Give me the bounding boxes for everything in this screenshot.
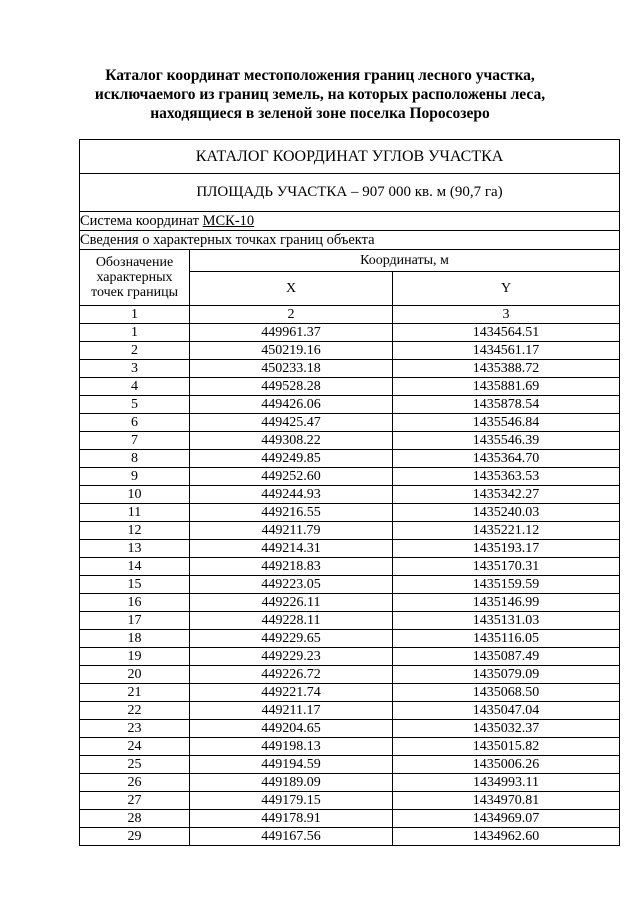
- y-value: 1435364.70: [393, 450, 620, 468]
- table-row: [80, 378, 620, 396]
- coord-system-row: [80, 212, 620, 231]
- x-value: 449218.83: [190, 558, 393, 576]
- document-title: [0, 66, 640, 123]
- x-value: 449229.65: [190, 630, 393, 648]
- point-number: 12: [80, 522, 190, 540]
- title-line: находящиеся в зеленой зоне поселка Поросозеро: [150, 105, 490, 122]
- coord-system-value: МСК-10: [202, 212, 255, 229]
- y-value: 1435878.54: [393, 396, 620, 414]
- x-value: 449178.91: [190, 810, 393, 828]
- y-value: 1435170.31: [393, 558, 620, 576]
- point-number: 2: [80, 342, 190, 360]
- table-row: [80, 468, 620, 486]
- point-number: 15: [80, 576, 190, 594]
- x-value: 449189.09: [190, 774, 393, 792]
- y-value: 1435159.59: [393, 576, 620, 594]
- table-row: [80, 450, 620, 468]
- x-value: 449204.65: [190, 720, 393, 738]
- y-value: 1435342.27: [393, 486, 620, 504]
- y-value: 1435546.84: [393, 414, 620, 432]
- x-value: 449198.13: [190, 738, 393, 756]
- point-number: 25: [80, 756, 190, 774]
- y-value: 1435068.50: [393, 684, 620, 702]
- y-value: 1435881.69: [393, 378, 620, 396]
- table-row: [80, 828, 620, 846]
- table-row: [80, 630, 620, 648]
- y-value: 1435047.04: [393, 702, 620, 720]
- table-title: КАТАЛОГ КООРДИНАТ УГЛОВ УЧАСТКА: [80, 140, 620, 174]
- point-number: 7: [80, 432, 190, 450]
- table-row: [80, 810, 620, 828]
- points-info: Сведения о характерных точках границ объекта: [80, 231, 620, 250]
- table-row: [80, 324, 620, 342]
- area-row: [80, 174, 620, 212]
- y-value: 1435546.39: [393, 432, 620, 450]
- point-number: 11: [80, 504, 190, 522]
- table-row: [80, 666, 620, 684]
- point-number: 17: [80, 612, 190, 630]
- y-value: 1435363.53: [393, 468, 620, 486]
- table-row: [80, 648, 620, 666]
- x-value: 449528.28: [190, 378, 393, 396]
- x-value: 449426.06: [190, 396, 393, 414]
- x-value: 449244.93: [190, 486, 393, 504]
- point-number: 14: [80, 558, 190, 576]
- y-value: 1435131.03: [393, 612, 620, 630]
- y-value: 1435221.12: [393, 522, 620, 540]
- col-coords-header: Координаты, м: [190, 250, 620, 272]
- y-value: 1435116.05: [393, 630, 620, 648]
- x-value: 449194.59: [190, 756, 393, 774]
- point-number: 20: [80, 666, 190, 684]
- x-value: 449211.79: [190, 522, 393, 540]
- x-value: 450219.16: [190, 342, 393, 360]
- col-y-header: Y: [393, 272, 620, 306]
- table-row: [80, 486, 620, 504]
- points-info-row: [80, 231, 620, 250]
- table-row: [80, 522, 620, 540]
- point-number: 5: [80, 396, 190, 414]
- y-value: 1435193.17: [393, 540, 620, 558]
- point-number: 9: [80, 468, 190, 486]
- y-value: 1434962.60: [393, 828, 620, 846]
- y-value: 1435032.37: [393, 720, 620, 738]
- x-value: 450233.18: [190, 360, 393, 378]
- x-value: 449167.56: [190, 828, 393, 846]
- point-number: 29: [80, 828, 190, 846]
- y-value: 1435006.26: [393, 756, 620, 774]
- y-value: 1435015.82: [393, 738, 620, 756]
- point-number: 8: [80, 450, 190, 468]
- x-value: 449214.31: [190, 540, 393, 558]
- point-number: 10: [80, 486, 190, 504]
- table-row: [80, 702, 620, 720]
- table-row: [80, 684, 620, 702]
- y-value: 1435079.09: [393, 666, 620, 684]
- x-value: 449228.11: [190, 612, 393, 630]
- y-value: 1435087.49: [393, 648, 620, 666]
- point-number: 24: [80, 738, 190, 756]
- col-number: 2: [190, 306, 393, 324]
- point-number: 26: [80, 774, 190, 792]
- y-value: 1434564.51: [393, 324, 620, 342]
- point-number: 23: [80, 720, 190, 738]
- table-row: [80, 720, 620, 738]
- x-value: 449252.60: [190, 468, 393, 486]
- point-number: 4: [80, 378, 190, 396]
- point-number: 13: [80, 540, 190, 558]
- table-row: [80, 756, 620, 774]
- table-row: [80, 360, 620, 378]
- point-number: 6: [80, 414, 190, 432]
- col-point-header: Обозначение характерных точек границы: [80, 250, 190, 306]
- point-number: 1: [80, 324, 190, 342]
- y-value: 1435240.03: [393, 504, 620, 522]
- col-number: 3: [393, 306, 620, 324]
- x-value: 449221.74: [190, 684, 393, 702]
- table-row: [80, 540, 620, 558]
- table-row: [80, 396, 620, 414]
- table-row: [80, 612, 620, 630]
- table-row: [80, 792, 620, 810]
- x-value: 449226.72: [190, 666, 393, 684]
- coord-system-cell: [80, 212, 620, 231]
- point-number: 22: [80, 702, 190, 720]
- table-row: [80, 414, 620, 432]
- x-value: 449216.55: [190, 504, 393, 522]
- point-number: 19: [80, 648, 190, 666]
- y-value: 1434993.11: [393, 774, 620, 792]
- point-number: 18: [80, 630, 190, 648]
- x-value: 449425.47: [190, 414, 393, 432]
- coord-system-label: Система координат: [80, 212, 199, 229]
- title-line: Каталог координат местоположения границ лесного участка,: [105, 67, 535, 84]
- x-value: 449249.85: [190, 450, 393, 468]
- y-value: 1435388.72: [393, 360, 620, 378]
- table-row: [80, 594, 620, 612]
- table-row: [80, 342, 620, 360]
- column-numbers-row: [80, 306, 620, 324]
- table-row: [80, 576, 620, 594]
- table-row: [80, 558, 620, 576]
- x-value: 449229.23: [190, 648, 393, 666]
- y-value: 1434969.07: [393, 810, 620, 828]
- y-value: 1434561.17: [393, 342, 620, 360]
- x-value: 449308.22: [190, 432, 393, 450]
- column-header-row: [80, 250, 620, 272]
- table-row: [80, 432, 620, 450]
- point-number: 21: [80, 684, 190, 702]
- y-value: 1434970.81: [393, 792, 620, 810]
- table-row: [80, 738, 620, 756]
- table-row: [80, 504, 620, 522]
- point-number: 3: [80, 360, 190, 378]
- x-value: 449179.15: [190, 792, 393, 810]
- col-number: 1: [80, 306, 190, 324]
- point-number: 16: [80, 594, 190, 612]
- table-row: [80, 774, 620, 792]
- x-value: 449211.17: [190, 702, 393, 720]
- coordinates-table: [79, 139, 620, 846]
- col-x-header: X: [190, 272, 393, 306]
- area-text: ПЛОЩАДЬ УЧАСТКА – 907 000 кв. м (90,7 га): [80, 174, 620, 212]
- y-value: 1435146.99: [393, 594, 620, 612]
- point-number: 28: [80, 810, 190, 828]
- title-line: исключаемого из границ земель, на которых расположены леса,: [94, 86, 546, 103]
- point-number: 27: [80, 792, 190, 810]
- x-value: 449961.37: [190, 324, 393, 342]
- x-value: 449223.05: [190, 576, 393, 594]
- table-title-row: [80, 140, 620, 174]
- x-value: 449226.11: [190, 594, 393, 612]
